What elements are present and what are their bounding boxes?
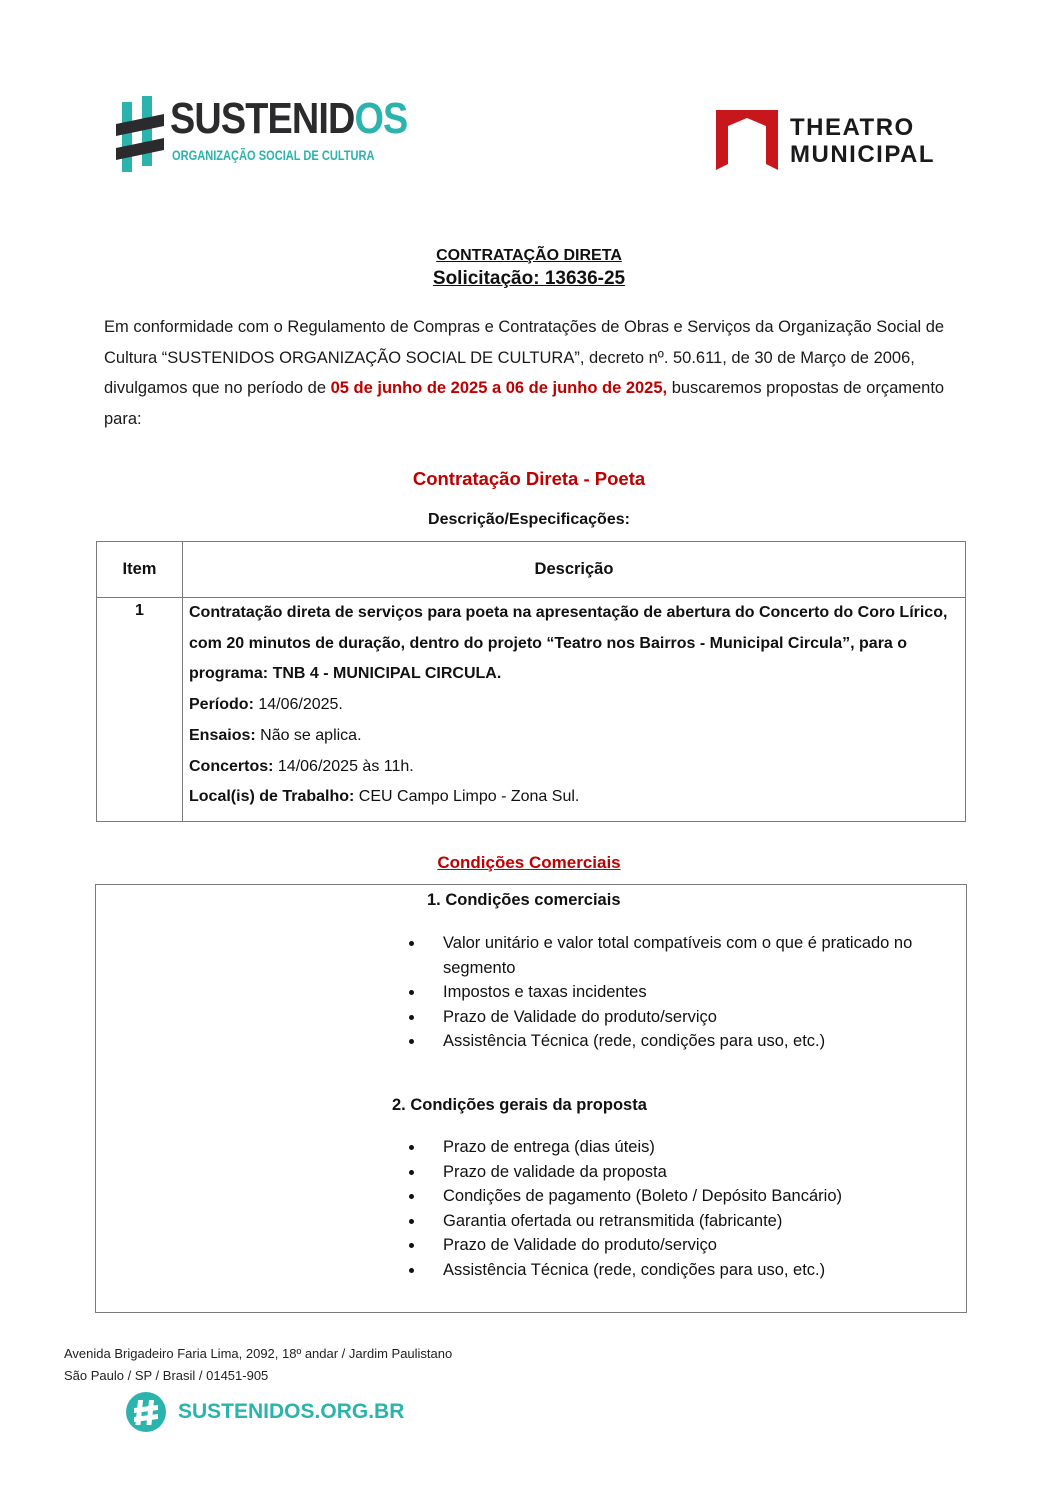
sustenidos-subtitle: ORGANIZAÇÃO SOCIAL DE CULTURA <box>172 148 375 163</box>
document-title: CONTRATAÇÃO DIRETA <box>436 247 622 264</box>
hash-circle-icon <box>125 1391 169 1435</box>
theatro-wordmark <box>790 114 935 168</box>
intro-period-highlight: 05 de junho de 2025 a 06 de junho de 2025, <box>330 379 668 397</box>
bullet-icon <box>409 1170 414 1175</box>
items-table <box>96 541 966 822</box>
list-item <box>409 1209 929 1234</box>
detail-workplace <box>189 782 959 813</box>
request-number: Solicitação: 13636-25 <box>432 268 626 289</box>
conditions-group-title: 1. Condições comerciais <box>427 891 621 909</box>
list-item <box>409 1029 929 1054</box>
section-subtitle: Descrição/Especificações: <box>428 511 630 528</box>
section-title: Contratação Direta - Poeta <box>412 468 646 489</box>
list-item-text: Prazo de Validade do produto/serviço <box>443 1236 717 1254</box>
list-item-text: Prazo de validade da proposta <box>443 1162 667 1181</box>
bullet-icon <box>409 1039 414 1044</box>
detail-label: Período: <box>189 696 254 714</box>
intro-paragraph <box>104 312 964 434</box>
detail-label: Ensaios: <box>189 726 256 744</box>
sharp-hash-icon <box>116 94 168 174</box>
detail-rehearsals <box>189 721 959 752</box>
detail-value: 14/06/2025. <box>253 696 343 714</box>
detail-period <box>189 690 959 721</box>
detail-value: CEU Campo Limpo - Zona Sul. <box>354 788 580 806</box>
conditions-list-general <box>409 1135 929 1282</box>
list-item-text: Prazo de entrega (dias úteis) <box>443 1138 655 1156</box>
bullet-icon <box>409 1219 414 1224</box>
footer-url[interactable]: SUSTENIDOS.ORG.BR <box>178 1400 405 1423</box>
list-item <box>409 1135 929 1160</box>
theatro-municipal-logo <box>716 108 956 174</box>
bullet-icon <box>409 990 414 995</box>
intro-text-end: buscaremos propostas de orçamento para: <box>104 379 945 428</box>
list-item-text: Assistência Técnica (rede, condições para uso, etc.) <box>443 1032 826 1050</box>
description-main: Contratação direta de serviços para poeta na apresentação de abertura do Concerto do Coro Lírico, com 20 minutos de duração, dentro do projeto “Teatro nos Bairros - Municipal Circula”, para o programa: TNB 4 - MUNICIPAL CIRCULA. <box>189 604 948 683</box>
sustenidos-wordmark <box>170 94 407 144</box>
table-row <box>97 598 966 822</box>
list-item-text: Impostos e taxas incidentes <box>443 983 647 1001</box>
list-item-text: Valor unitário e valor total compatíveis com o que é praticado no segmento <box>443 934 913 977</box>
intro-text: Em conformidade com o Regulamento de Compras e Contratações de Obras e Serviços da Organização Social de Cultura “SUSTENIDOS ORGANIZAÇÃO SOCIAL DE CULTURA”, decreto nº. 50.611, de 30 de Março de 2006, divulgamos que no período de <box>104 318 945 397</box>
list-item <box>409 980 929 1005</box>
item-description <box>183 598 966 822</box>
bullet-icon <box>409 1243 414 1248</box>
sustenidos-logo <box>116 94 408 174</box>
conditions-heading: Condições Comerciais <box>437 853 621 872</box>
bullet-icon <box>409 1194 414 1199</box>
column-header-item: Item <box>97 542 183 598</box>
arch-door-icon <box>716 108 780 172</box>
theatro-line1: THEATRO <box>790 114 915 141</box>
list-item-text: Garantia ofertada ou retransmitida (fabricante) <box>443 1211 783 1230</box>
item-number: 1 <box>97 598 183 822</box>
detail-value: 14/06/2025 às 11h. <box>273 757 414 775</box>
footer-address <box>64 1343 452 1387</box>
table-header-row <box>97 542 966 598</box>
footer-sustenidos-link[interactable] <box>125 1391 405 1435</box>
list-item <box>409 1233 929 1258</box>
detail-concerts <box>189 752 959 783</box>
list-item <box>409 931 929 980</box>
bullet-icon <box>409 1268 414 1273</box>
bullet-icon <box>409 1145 414 1150</box>
bullet-icon <box>409 941 414 946</box>
list-item-text: Prazo de Validade do produto/serviço <box>443 1007 717 1026</box>
list-item <box>409 1005 929 1030</box>
list-item <box>409 1160 929 1185</box>
wordmark-teal: OS <box>354 94 408 143</box>
detail-label: Local(is) de Trabalho: <box>189 788 355 806</box>
bullet-icon <box>409 1015 414 1020</box>
theatro-line2: MUNICIPAL <box>790 141 936 168</box>
wordmark-dark: SUSTENID <box>170 94 355 143</box>
detail-value: Não se aplica. <box>255 726 362 744</box>
list-item <box>409 1258 929 1283</box>
list-item-text: Condições de pagamento (Boleto / Depósito Bancário) <box>443 1187 842 1205</box>
list-item-text: Assistência Técnica (rede, condições para uso, etc.) <box>443 1260 826 1279</box>
column-header-description: Descrição <box>183 542 966 598</box>
conditions-list-commercial <box>409 931 929 1054</box>
address-line-2: São Paulo / SP / Brasil / 01451-905 <box>64 1368 269 1383</box>
conditions-box <box>95 884 967 1313</box>
conditions-group-title: 2. Condições gerais da proposta <box>392 1096 647 1114</box>
detail-label: Concertos: <box>189 757 274 775</box>
address-line-1: Avenida Brigadeiro Faria Lima, 2092, 18º andar / Jardim Paulistano <box>64 1346 453 1361</box>
list-item <box>409 1184 929 1209</box>
